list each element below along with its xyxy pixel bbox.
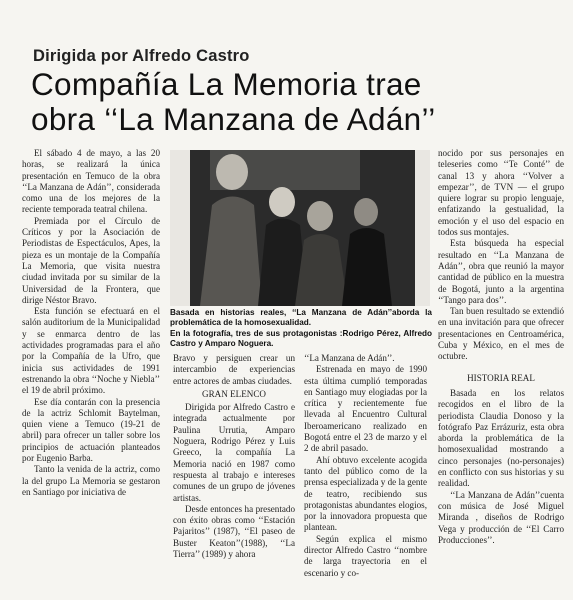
column-1 [22,148,160,498]
paragraph: Bravo y persiguen crear un intercambio de experiencias entre actores de ambas ciudades. [173,353,295,386]
kicker: Dirigida por Alfredo Castro [33,47,250,65]
paragraph: Esta función se efectuará en el salón auditorium de la Municipalidad y se enmarca dentro de las actividades programadas para el año por la Compañía de la Ufro, que inicia sus actividades de 1991 estrenando la obra ‘‘Noche y Niebla’’ el 19 de abril próximo. [22,306,160,396]
headline [31,67,566,137]
paragraph: Esta búsqueda ha especial resultado en ‘‘La Manzana de Adán’’, obra que reunió la mayor cantidad de público en la muestra de Bogotá, junto a la argentina ‘‘Tango para dos’’. [438,238,564,305]
headline-line-1: Compañía La Memoria trae [31,66,422,102]
paragraph: Desde entonces ha presentado con éxito obras como ‘‘Estación Pajaritos’’ (1987), ‘‘El paseo de Buster Keaton’’(1988), ‘‘La Tierra’’ (1989) y ahora [173,503,295,560]
paragraph: Dirigida por Alfredo Castro e integrada actualmente por Paulina Urrutia, Amparo Noguera, Rodrigo Pérez y Luis Greeco, la compañía La Memoria nació en 1987 como respuesta al trabajo e intereses comunes de un grupo de jóvenes artistas. [173,402,295,503]
headline-line-2: obra ‘‘La Manzana de Adán’’ [31,101,436,137]
column-4 [438,148,564,546]
paragraph: Basada en los relatos recogidos en el libro de la periodista Claudia Donoso y la fotógrafo Paz Errázuriz, esta obra aborda la problemática de la homosexualidad mostrando a cinco personajes (no-personajes) en conflicto con sus historias y su realidad. [438,387,564,489]
paragraph: Ese día contarán con la presencia de la actriz Schlomit Baytelman, quien viene a Temuco (19-21 de abril) para ofrecer un taller sobre los principios de actuación planteados por Eugenio Barba. [22,396,160,464]
paragraph: Tan buen resultado se extendió en una invitación para que ofrecer presentaciones en Centroamérica, Cuba y México, en el mes de octubre. [438,306,564,362]
photo-caption [170,308,432,350]
paragraph: ‘‘La Manzana de Adán’’cuenta con música de José Miguel Miranda , diseños de Rodrigo Vega y producción de ‘‘El Carro Producciones’’. [438,489,564,545]
paragraph: Según explica el mismo director Alfredo Castro ‘‘nombre de larga trayectoria en el escenario y co- [304,533,427,578]
caption-line: En la fotografía, tres de sus protagonistas :Rodrigo Pérez, Alfredo Castro y Amparo Noguera. [170,328,432,349]
subhead: HISTORIA REAL [467,372,535,383]
paragraph: nocido por sus personajes en teleseries como ‘‘Te Conté’’ de canal 13 y ahora ‘‘Volver a empezar’’, de TVN — el grupo quiere lograr su propio lenguaje, enfatizando la gestualidad, la emoción y el uso del espacio en todos sus montajes. [438,148,564,238]
paragraph: Ahí obtuvo excelente acogida tanto del público como de la prensa especializada y de la gente de teatro, recibiendo sus protagonistas abundantes elogios, por la innovadora propuesta que plantean. [304,454,427,533]
paragraph: ‘‘La Manzana de Adán’’. [304,353,395,363]
paragraph: Tanto la venida de la actriz, como la del grupo La Memoria se gestaron en Santiago por iniciativa de [22,464,160,497]
column-3 [304,353,427,579]
paragraph: Estrenada en mayo de 1990 esta última cumplió temporadas en Santiago muy elogiadas por la crítica y recientemente fue llevada al Encuentro Cultural Iberoamericano realizado en Bogotá entre el 23 de marzo y el 2 de abril pasado. [304,364,427,454]
subhead: GRAN ELENCO [202,388,266,399]
paragraph: Premiada por el Círculo de Críticos y por la Asociación de Periodistas de Espectáculos, Apes, la pieza es un montaje de la Compañía La Memoria, que visita nuestra ciudad invitada por su similar de la Universidad de la Frontera, que dirige Néstor Bravo. [22,215,160,305]
paragraph: El sábado 4 de mayo, a las 20 horas, se realizará la única presentación en Temuco de la obra ‘‘La Manzana de Adán’’, considerada como una de los mejores de la reciente temporada teatral chilena. [22,148,160,215]
photo [170,150,430,306]
caption-line: Basada en historias reales, ‘‘La Manzana de Adán’’aborda la problemática de la homosexualidad. [170,308,432,328]
column-2 [173,353,295,560]
